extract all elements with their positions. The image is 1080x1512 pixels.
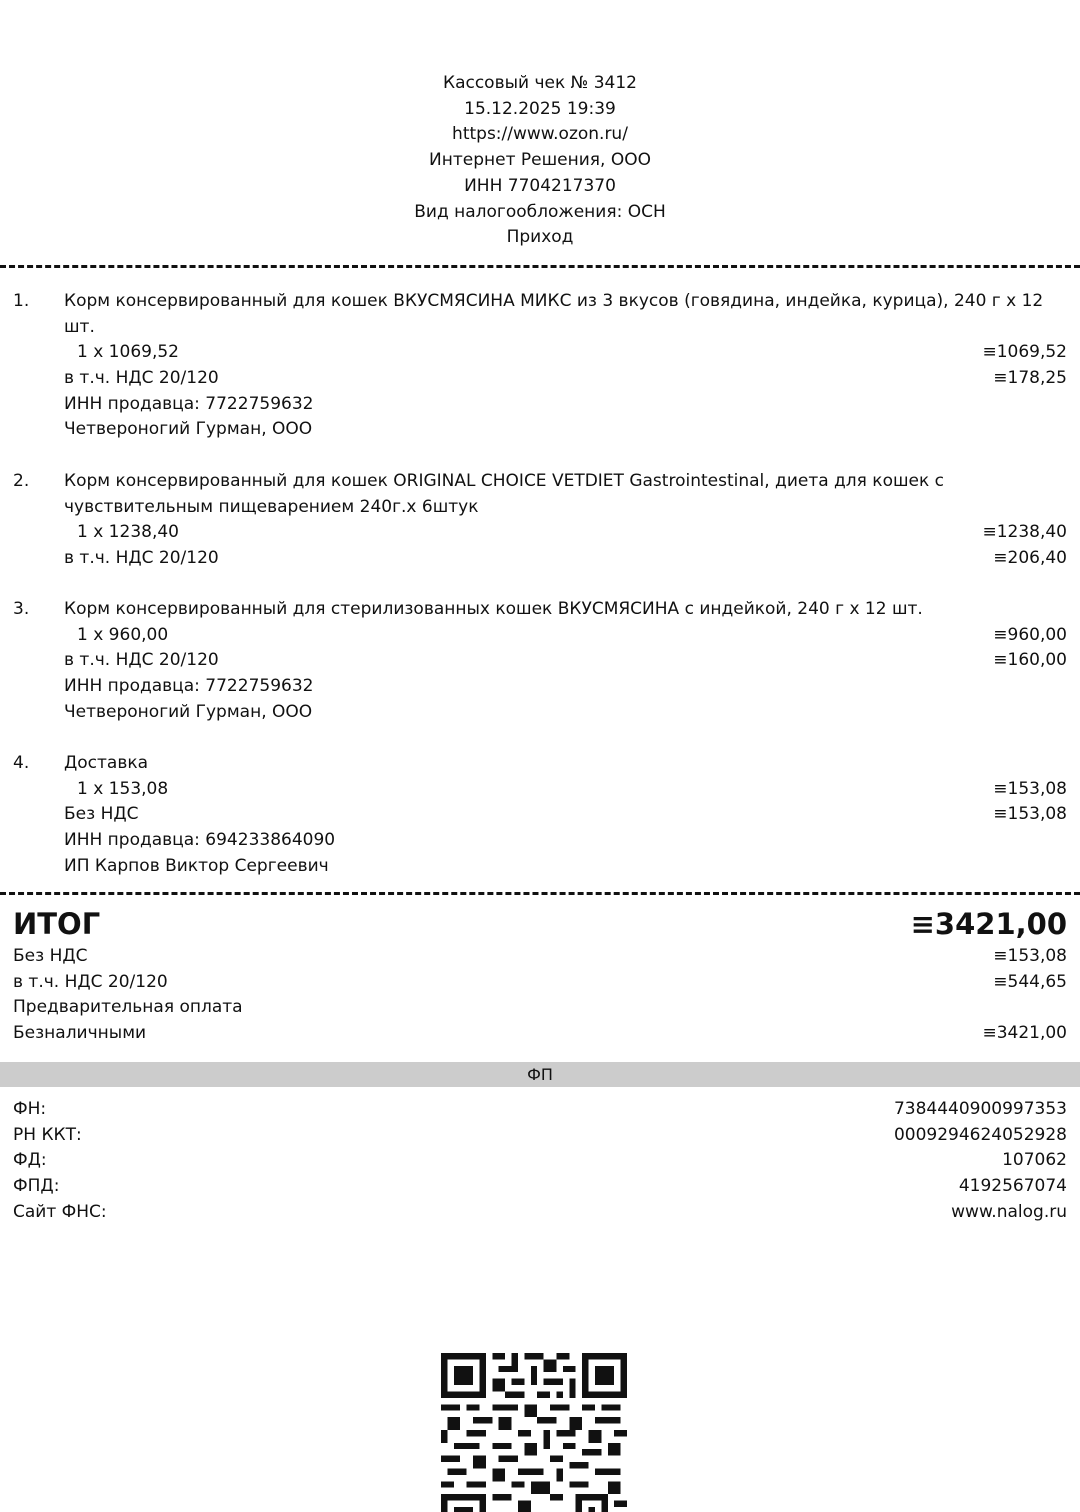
fiscal-info — [13, 1097, 1067, 1225]
item-quantity-amount: ≡1238,40 — [982, 522, 1067, 543]
item-quantity-amount: ≡153,08 — [993, 778, 1067, 799]
item-name: Доставка — [64, 753, 149, 773]
item-quantity: 1 х 960,00 — [77, 624, 169, 645]
dashed-separator — [0, 892, 1080, 895]
item-quantity-amount: ≡1069,52 — [982, 342, 1067, 363]
item-vat: Без НДС — [64, 804, 139, 825]
item-seller-name: Четвероногий Гурман, ООО — [64, 701, 313, 722]
fiscal-value: 0009294624052928 — [893, 1124, 1067, 1145]
fiscal-row — [13, 1123, 1067, 1149]
item-seller-name: ИП Карпов Виктор Сергеевич — [64, 855, 329, 876]
total-label: ИТОГ — [13, 907, 101, 941]
item-quantity-amount: ≡960,00 — [993, 624, 1067, 645]
item-number: 4. — [13, 753, 30, 773]
operation-type: Приход — [506, 227, 574, 248]
store-url: https://www.ozon.ru/ — [452, 124, 628, 145]
fiscal-row — [13, 1200, 1067, 1226]
item-quantity: 1 х 1069,52 — [77, 342, 179, 363]
item-vat-amount: ≡206,40 — [993, 548, 1067, 569]
cashless-amount: ≡3421,00 — [982, 1023, 1067, 1044]
fiscal-row — [13, 1097, 1067, 1123]
item-vat-amount: ≡178,25 — [993, 368, 1067, 389]
item-number: 1. — [13, 291, 30, 311]
item-name: Корм консервированный для стерилизованных кошек ВКУСМЯСИНА с индейкой, 240 г х 12 шт. — [64, 599, 923, 619]
no-vat-amount: ≡153,08 — [993, 946, 1067, 966]
fiscal-row — [13, 1148, 1067, 1174]
cashless-label: Безналичными — [13, 1023, 147, 1044]
fiscal-value: 107062 — [1002, 1150, 1067, 1171]
item-seller-inn: ИНН продавца: 694233864090 — [64, 830, 336, 851]
fp-section-bar: ФП — [0, 1062, 1080, 1087]
item-quantity: 1 х 1238,40 — [77, 522, 179, 543]
item-vat-amount: ≡153,08 — [993, 804, 1067, 825]
item-vat-amount: ≡160,00 — [993, 650, 1067, 671]
vat-total-label: в т.ч. НДС 20/120 — [13, 971, 168, 992]
no-vat-label: Без НДС — [13, 946, 88, 966]
item-number: 3. — [13, 599, 30, 619]
item-quantity: 1 х 153,08 — [77, 778, 169, 799]
item-seller-name: Четвероногий Гурман, ООО — [64, 419, 313, 440]
vat-total-amount: ≡544,65 — [993, 971, 1067, 992]
item-vat: в т.ч. НДС 20/120 — [64, 548, 219, 569]
tax-system: Вид налогообложения: ОСН — [414, 201, 666, 222]
fiscal-label: ФН: — [13, 1099, 47, 1119]
dashed-separator — [0, 265, 1080, 268]
item-vat: в т.ч. НДС 20/120 — [64, 650, 219, 671]
item-name: Корм консервированный для кошек ВКУСМЯСИНА МИКС из 3 вкусов (говядина, индейка, курица), 240 г х 12 шт. — [64, 291, 1044, 337]
company-inn: ИНН 7704217370 — [464, 175, 616, 196]
qr-code — [441, 1353, 627, 1512]
item-number: 2. — [13, 471, 30, 491]
fiscal-value: www.nalog.ru — [951, 1201, 1067, 1222]
item-name: Корм консервированный для кошек ORIGINAL CHOICE VETDIET Gastrointestinal, диета для кошек с чувствительным пищеварением 240г.х 6штук — [64, 471, 944, 517]
receipt-title: Кассовый чек № 3412 — [443, 73, 637, 93]
fiscal-label: Сайт ФНС: — [13, 1201, 107, 1222]
item-seller-inn: ИНН продавца: 7722759632 — [64, 676, 314, 697]
company-name: Интернет Решения, ООО — [429, 150, 651, 171]
fiscal-label: ФД: — [13, 1150, 47, 1171]
total-amount: ≡3421,00 — [910, 907, 1067, 941]
fiscal-row — [13, 1174, 1067, 1200]
fiscal-value: 4192567074 — [958, 1176, 1067, 1197]
item-vat: в т.ч. НДС 20/120 — [64, 368, 219, 389]
totals-section — [13, 904, 1067, 1047]
fiscal-label: РН ККТ: — [13, 1124, 82, 1145]
item-seller-inn: ИНН продавца: 7722759632 — [64, 393, 314, 414]
prepayment-label: Предварительная оплата — [13, 997, 243, 1018]
fiscal-label: ФПД: — [13, 1176, 60, 1197]
receipt-header — [0, 71, 1080, 251]
fiscal-value: 7384440900997353 — [893, 1099, 1067, 1119]
receipt-datetime: 15.12.2025 19:39 — [464, 98, 616, 119]
